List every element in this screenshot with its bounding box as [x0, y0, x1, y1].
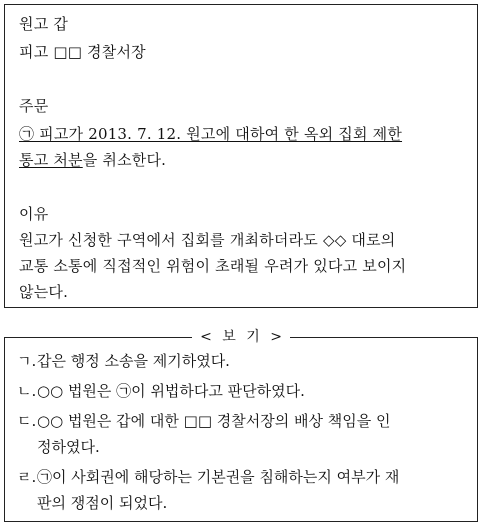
option-label: ㄱ.	[17, 352, 37, 370]
option-item	[17, 380, 305, 401]
reason-line-2: 교통 소통에 직접적인 위험이 초래될 우려가 있다고 보이지	[19, 257, 407, 275]
judgment-box	[4, 4, 478, 308]
order-rest-text: 을 취소한다.	[82, 151, 167, 169]
plaintiff-line: 원고 갑	[19, 15, 69, 33]
reason-line-3: 않는다.	[19, 283, 69, 301]
order-line-2	[19, 149, 166, 170]
order-line-1: ㉠ 피고가 2013. 7. 12. 원고에 대하여 한 옥외 집회 제한	[19, 125, 403, 143]
option-text: 갑은 행정 소송을 제기하였다.	[37, 352, 230, 370]
option-label: ㄴ.	[17, 382, 37, 400]
reason-line-1: 원고가 신청한 구역에서 집회를 개최하더라도 ◇◇ 대로의	[19, 231, 396, 249]
option-continuation: 판의 쟁점이 되었다.	[37, 494, 168, 512]
option-label: ㄷ.	[17, 412, 37, 430]
option-item	[17, 410, 391, 431]
reason-heading: 이유	[19, 205, 49, 223]
option-text: ○○ 법원은 ㉠이 위법하다고 판단하였다.	[37, 382, 305, 400]
option-text: ㉠이 사회권에 해당하는 기본권을 침해하는지 여부가 재	[37, 468, 400, 486]
options-box	[4, 329, 478, 522]
option-item	[17, 466, 399, 487]
option-continuation: 정하였다.	[37, 438, 100, 456]
legend-text: < 보 기 >	[192, 326, 290, 346]
option-text: ○○ 법원은 갑에 대한 □□ 경찰서장의 배상 책임을 인	[37, 412, 391, 430]
defendant-line: 피고 □□ 경찰서장	[19, 43, 146, 61]
option-label: ㄹ.	[17, 468, 37, 486]
order-heading: 주문	[19, 97, 49, 115]
option-item	[17, 350, 230, 371]
options-legend	[5, 326, 477, 346]
order-underlined-text: 통고 처분	[19, 151, 83, 169]
